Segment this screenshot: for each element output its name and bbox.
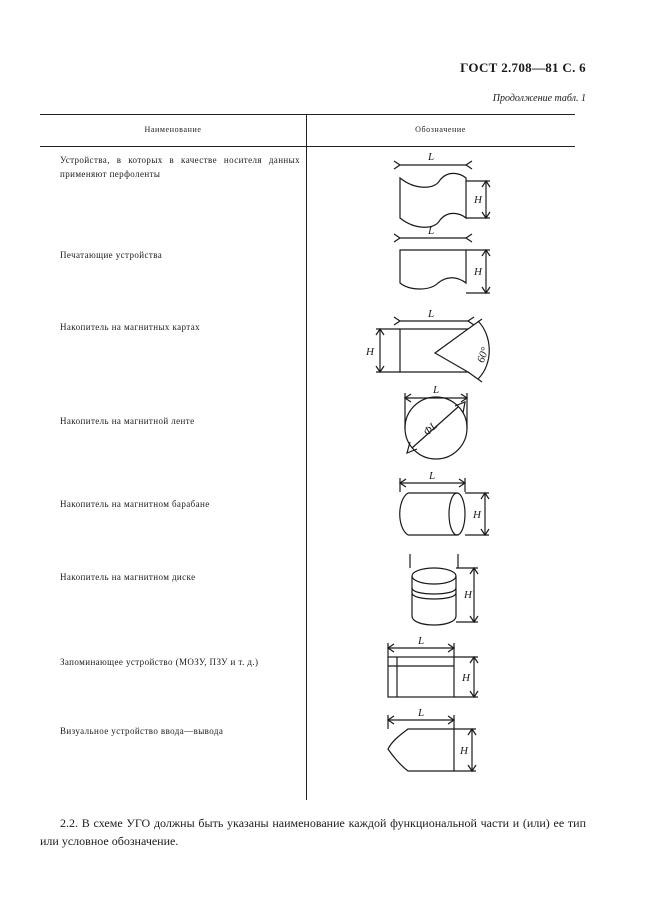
page-header-title: ГОСТ 2.708—81 С. 6 <box>460 60 586 75</box>
table-column-divider <box>306 114 307 800</box>
row-name-magnetic-drum: Накопитель на магнитном барабане <box>60 499 210 509</box>
dimension-label-length: L <box>429 470 436 482</box>
footnote-text: В схеме УГО должны быть указаны наименование каждой функциональной части и (или) ее тип или условное обозначение. <box>40 816 587 848</box>
table-top-rule <box>40 114 575 115</box>
dimension-label-length: L <box>428 308 435 320</box>
magnetic-disk-storage-symbol <box>400 550 500 632</box>
footnote-number: 2.2. <box>60 816 78 830</box>
dimension-label-length: L <box>428 151 435 163</box>
column-header-symbol: Обозначение <box>415 125 466 134</box>
magnetic-drum-storage-symbol <box>385 470 500 545</box>
row-name-magnetic-cards: Накопитель на магнитных картах <box>60 322 201 332</box>
memory-device-symbol <box>380 635 500 705</box>
column-header-name: Наименование <box>144 125 202 134</box>
row-name-visual-io: Визуальное устройство ввода—вывода <box>60 726 224 736</box>
dimension-label-angle: 60° <box>475 345 492 365</box>
row-name-printer: Печатающие устройства <box>60 250 163 260</box>
punched-tape-symbol <box>380 145 500 230</box>
row-name-memory-device: Запоминающее устройство (МОЗУ, ПЗУ и т. д.) <box>60 657 259 667</box>
row-name-magnetic-tape: Накопитель на магнитной ленте <box>60 416 195 426</box>
row-name-magnetic-disk: Накопитель на магнитном диске <box>60 572 196 582</box>
footnote-paragraph <box>40 814 586 850</box>
row-name-punched-tape: Устройства, в которых в качестве носителя данных применяют перфоленты <box>60 155 300 179</box>
dimension-label-height: H <box>464 589 472 601</box>
dimension-label-height: H <box>474 194 482 206</box>
dimension-label-length: L <box>428 225 435 237</box>
dimension-label-diameter: ΦL <box>421 419 441 439</box>
dimension-label-height: H <box>460 745 468 757</box>
visual-io-device-symbol <box>380 705 500 775</box>
dimension-label-length: L <box>418 707 425 719</box>
printer-symbol <box>380 225 500 300</box>
magnetic-tape-storage-symbol <box>395 385 485 470</box>
dimension-label-height: H <box>462 672 470 684</box>
dimension-label-height: H <box>366 346 374 358</box>
dimension-label-length: L <box>433 384 440 396</box>
dimension-label-length: L <box>418 635 425 647</box>
table-continuation-label: Продолжение табл. 1 <box>492 93 586 104</box>
dimension-label-height: H <box>473 509 481 521</box>
dimension-label-height: H <box>474 266 482 278</box>
magnetic-card-storage-symbol <box>360 305 500 385</box>
